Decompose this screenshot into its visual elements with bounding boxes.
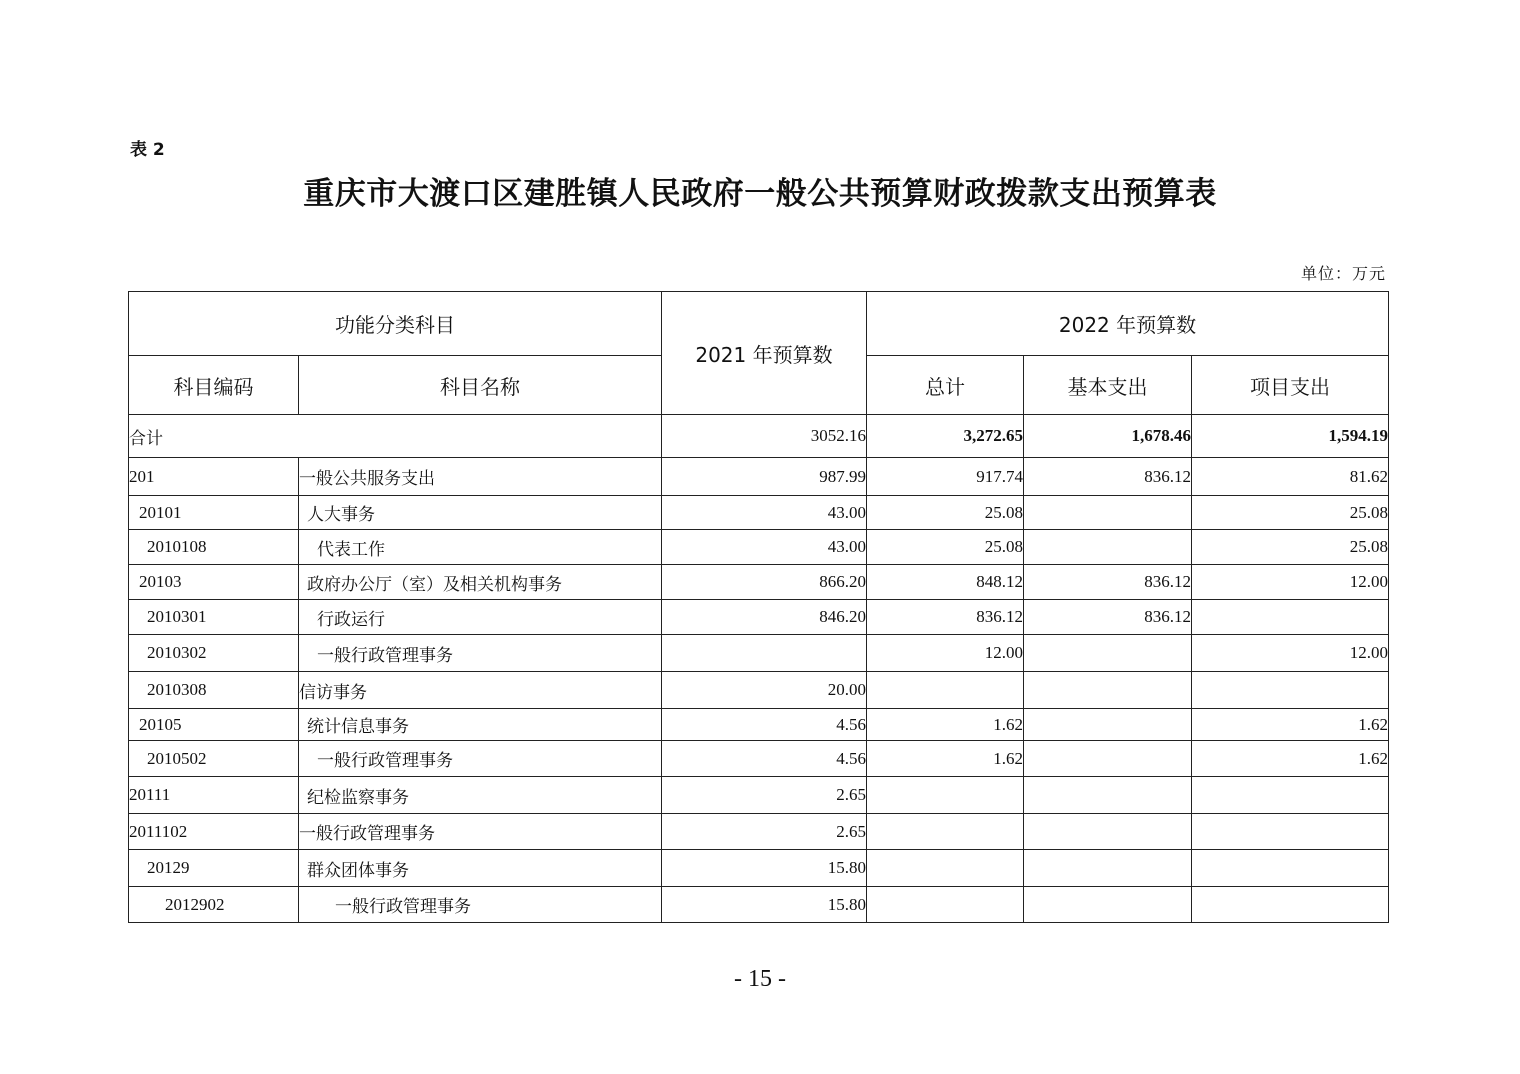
- row-2021: 4.56: [662, 709, 867, 741]
- row-basic: [1024, 530, 1192, 565]
- row-name: 一般行政管理事务: [299, 635, 662, 672]
- row-project: [1192, 814, 1389, 850]
- row-project: 12.00: [1192, 565, 1389, 600]
- row-total: [867, 672, 1024, 709]
- header-code: 科目编码: [129, 356, 299, 415]
- table-row: [129, 635, 1389, 672]
- row-total: 12.00: [867, 635, 1024, 672]
- row-basic: [1024, 814, 1192, 850]
- table-tag: 表 2: [130, 140, 165, 160]
- row-name: 一般行政管理事务: [299, 741, 662, 777]
- row-basic: [1024, 850, 1192, 887]
- row-name: 信访事务: [299, 672, 662, 709]
- row-total: 25.08: [867, 496, 1024, 530]
- header-basic: 基本支出: [1024, 356, 1192, 415]
- total-2022-basic: 1,678.46: [1024, 415, 1192, 458]
- table-row: [129, 887, 1389, 923]
- row-code: 201: [129, 458, 299, 496]
- row-basic: [1024, 672, 1192, 709]
- row-name: 一般行政管理事务: [299, 814, 662, 850]
- row-basic: [1024, 709, 1192, 741]
- table-row: [129, 709, 1389, 741]
- table-row: [129, 777, 1389, 814]
- row-code: 2010301: [129, 600, 299, 635]
- row-code: 2010308: [129, 672, 299, 709]
- row-project: 12.00: [1192, 635, 1389, 672]
- total-2021: 3052.16: [662, 415, 867, 458]
- row-2021: 987.99: [662, 458, 867, 496]
- row-basic: [1024, 777, 1192, 814]
- total-2022-total: 3,272.65: [867, 415, 1024, 458]
- total-2022-project: 1,594.19: [1192, 415, 1389, 458]
- table-row: [129, 530, 1389, 565]
- row-name: 代表工作: [299, 530, 662, 565]
- row-total: 836.12: [867, 600, 1024, 635]
- row-2021: 43.00: [662, 530, 867, 565]
- row-basic: [1024, 496, 1192, 530]
- row-name: 行政运行: [299, 600, 662, 635]
- row-total: 848.12: [867, 565, 1024, 600]
- total-row: [129, 415, 1389, 458]
- row-name: 一般行政管理事务: [299, 887, 662, 923]
- row-project: 25.08: [1192, 530, 1389, 565]
- row-code: 20111: [129, 777, 299, 814]
- row-2021: 20.00: [662, 672, 867, 709]
- row-code: 2010502: [129, 741, 299, 777]
- header-budget-2022: 2022 年预算数: [867, 292, 1389, 356]
- header-budget-2021: 2021 年预算数: [662, 292, 867, 415]
- row-code: 20129: [129, 850, 299, 887]
- row-2021: 2.65: [662, 814, 867, 850]
- row-project: 25.08: [1192, 496, 1389, 530]
- total-label: 合计: [129, 415, 662, 458]
- row-project: 1.62: [1192, 741, 1389, 777]
- row-code: 2010108: [129, 530, 299, 565]
- row-2021: 846.20: [662, 600, 867, 635]
- row-code: 20103: [129, 565, 299, 600]
- row-project: [1192, 850, 1389, 887]
- row-project: [1192, 777, 1389, 814]
- table-row: [129, 600, 1389, 635]
- row-2021: 866.20: [662, 565, 867, 600]
- row-project: [1192, 600, 1389, 635]
- budget-table: [128, 291, 1389, 923]
- row-basic: [1024, 887, 1192, 923]
- header-project: 项目支出: [1192, 356, 1389, 415]
- table-row: [129, 850, 1389, 887]
- row-basic: 836.12: [1024, 600, 1192, 635]
- table-row: [129, 741, 1389, 777]
- row-2021: 15.80: [662, 887, 867, 923]
- row-total: [867, 887, 1024, 923]
- row-2021: 43.00: [662, 496, 867, 530]
- table-row: [129, 672, 1389, 709]
- row-2021: 2.65: [662, 777, 867, 814]
- row-2021: [662, 635, 867, 672]
- page-number: - 15 -: [734, 966, 786, 992]
- table-row: [129, 565, 1389, 600]
- row-name: 人大事务: [299, 496, 662, 530]
- row-project: 1.62: [1192, 709, 1389, 741]
- table-row: [129, 496, 1389, 530]
- row-project: [1192, 887, 1389, 923]
- table-row: [129, 458, 1389, 496]
- page-title: 重庆市大渡口区建胜镇人民政府一般公共预算财政拨款支出预算表: [303, 176, 1217, 212]
- row-name: 政府办公厅（室）及相关机构事务: [299, 565, 662, 600]
- row-total: 1.62: [867, 741, 1024, 777]
- row-2021: 4.56: [662, 741, 867, 777]
- table-row: [129, 814, 1389, 850]
- row-code: 20105: [129, 709, 299, 741]
- header-total: 总计: [867, 356, 1024, 415]
- row-name: 群众团体事务: [299, 850, 662, 887]
- row-name: 统计信息事务: [299, 709, 662, 741]
- row-code: 2011102: [129, 814, 299, 850]
- row-name: 一般公共服务支出: [299, 458, 662, 496]
- row-code: 20101: [129, 496, 299, 530]
- row-basic: 836.12: [1024, 458, 1192, 496]
- header-func-class: 功能分类科目: [129, 292, 662, 356]
- row-total: [867, 814, 1024, 850]
- unit-label: 单位：万元: [1300, 264, 1386, 283]
- header-row-1: [129, 292, 1389, 356]
- row-project: 81.62: [1192, 458, 1389, 496]
- row-basic: 836.12: [1024, 565, 1192, 600]
- row-total: 25.08: [867, 530, 1024, 565]
- row-total: 917.74: [867, 458, 1024, 496]
- row-total: [867, 850, 1024, 887]
- header-name: 科目名称: [299, 356, 662, 415]
- row-basic: [1024, 741, 1192, 777]
- row-total: [867, 777, 1024, 814]
- row-code: 2012902: [129, 887, 299, 923]
- row-code: 2010302: [129, 635, 299, 672]
- row-project: [1192, 672, 1389, 709]
- row-basic: [1024, 635, 1192, 672]
- row-2021: 15.80: [662, 850, 867, 887]
- row-name: 纪检监察事务: [299, 777, 662, 814]
- row-total: 1.62: [867, 709, 1024, 741]
